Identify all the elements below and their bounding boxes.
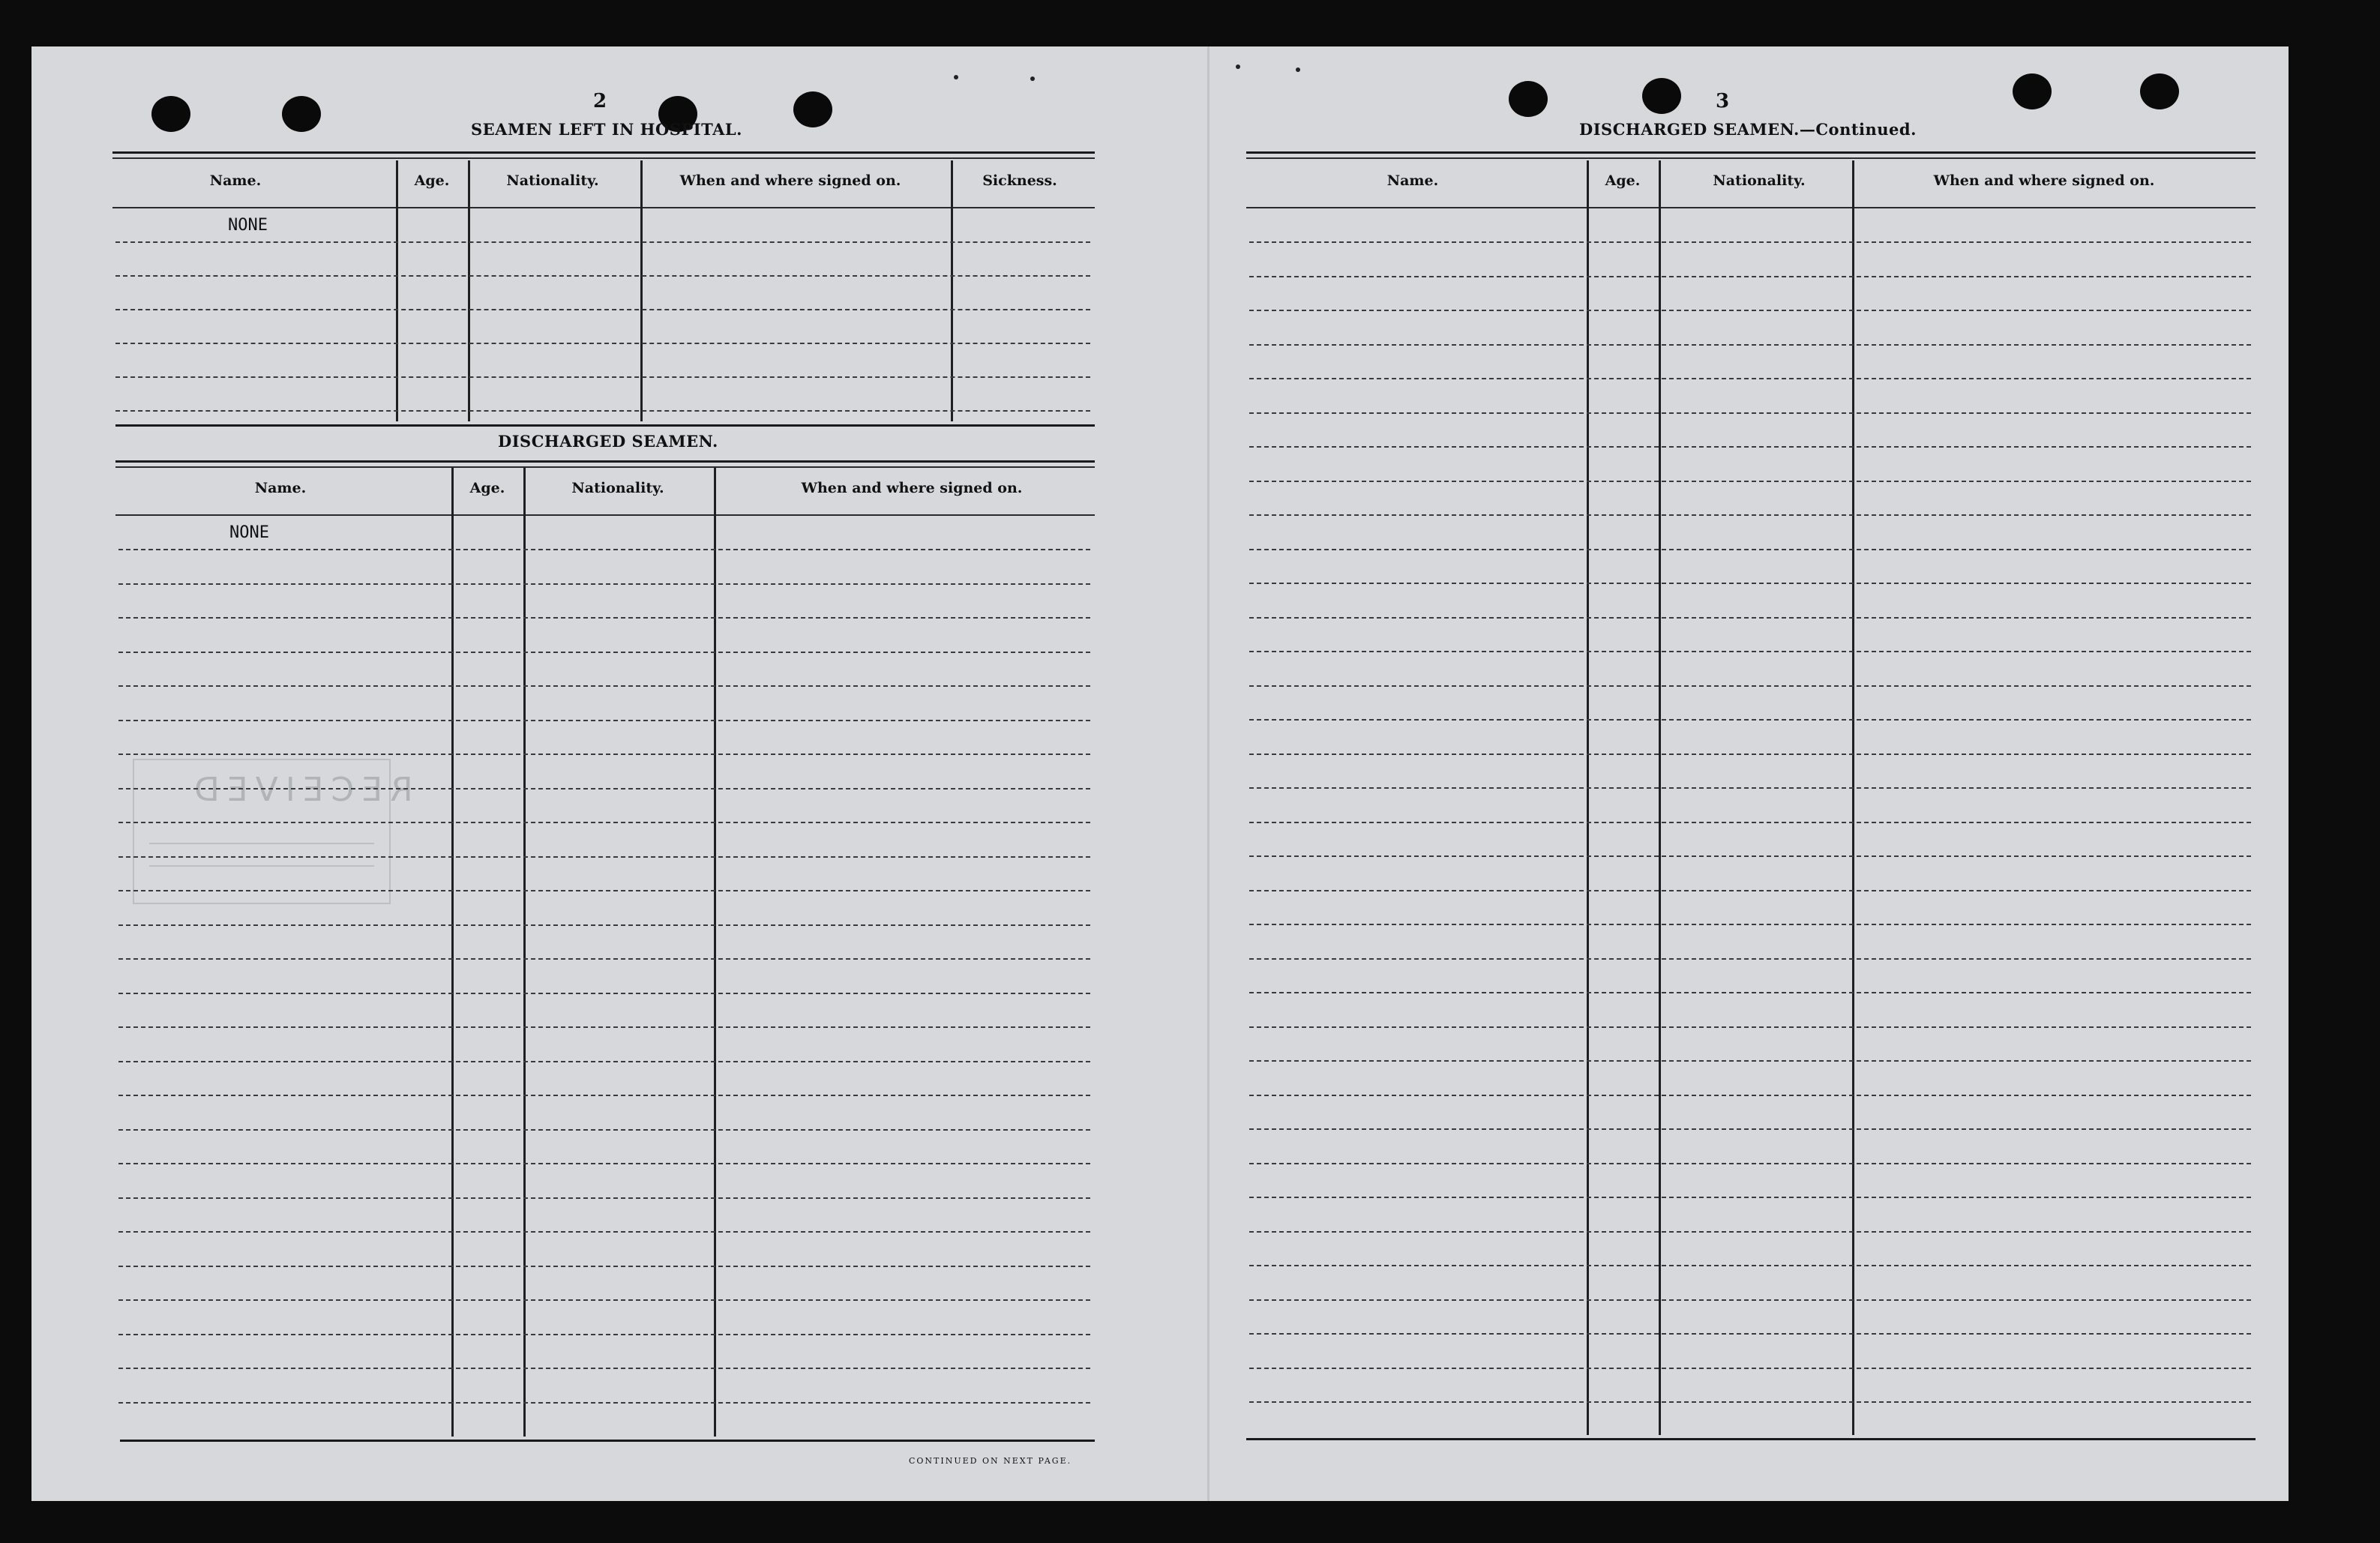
speck [1236,64,1240,69]
column-divider [1587,160,1589,1435]
dotted-row [115,275,1090,277]
rule [112,157,1095,159]
punch-hole [1509,81,1548,117]
dotted-row [118,685,1090,687]
dotted-row [118,1299,1090,1301]
punch-hole [793,91,832,127]
dotted-row [115,376,1090,378]
dotted-row [118,788,1090,789]
dotted-row [115,309,1090,310]
dotted-row [118,1402,1090,1404]
dotted-row [1249,412,2251,414]
dotted-row [118,1231,1090,1233]
hospital-entry-name: NONE [228,216,268,235]
rule [115,460,1095,463]
punch-hole [2140,73,2179,109]
column-divider [396,160,398,421]
dotted-row [118,890,1090,891]
punch-hole [151,96,190,132]
right-section-title: DISCHARGED SEAMEN.—Continued. [1579,120,1917,139]
dotted-row [1249,1060,2251,1062]
dotted-row [115,241,1090,243]
dotted-row [1249,822,2251,823]
dotted-row [118,924,1090,926]
dotted-row [1249,1163,2251,1164]
dotted-row [1249,787,2251,789]
dotted-row [118,754,1090,755]
speck [954,75,958,79]
dotted-row [118,1061,1090,1062]
speck [1296,67,1300,72]
rule [1246,1438,2256,1440]
dotted-row [118,856,1090,858]
dotted-row [1249,481,2251,482]
dotted-row [1249,1401,2251,1403]
stamp-line [149,865,374,867]
dotted-row [1249,549,2251,550]
scanned-sheet [31,46,2289,1501]
dotted-row [118,1334,1090,1335]
right-col-nationality: Nationality. [1713,172,1806,189]
stamp-word: RECEIVED [187,771,413,809]
punch-hole [1642,78,1681,114]
dotted-row [1249,890,2251,891]
dotted-row [118,822,1090,823]
dotted-row [115,343,1090,344]
column-divider [640,160,643,421]
hospital-section-title: SEAMEN LEFT IN HOSPITAL. [471,120,742,139]
rule [1246,157,2256,159]
dotted-row [1249,992,2251,993]
dotted-row [1249,446,2251,448]
dotted-row [1249,583,2251,584]
stamp-line [149,843,374,844]
punch-hole [2013,73,2052,109]
dotted-row [1249,1231,2251,1233]
rule [115,514,1095,516]
speck [1030,76,1035,81]
dotted-row [1249,1026,2251,1028]
column-divider [714,468,716,1437]
column-divider [451,468,454,1437]
dotted-row [1249,1095,2251,1096]
received-stamp [133,759,413,904]
page-fold [1207,46,1209,1501]
dotted-row [1249,651,2251,652]
dotted-row [1249,1128,2251,1130]
left-page-number: 2 [593,90,607,112]
discharged-entry-name: NONE [229,523,269,542]
dotted-row [118,583,1090,585]
dotted-row [1249,276,2251,277]
dotted-row [1249,685,2251,687]
dotted-row [118,1266,1090,1267]
dotted-row [118,1163,1090,1164]
dotted-row [1249,310,2251,311]
hospital-col-sickness: Sickness. [982,172,1057,189]
rule [115,424,1095,427]
rule [112,151,1095,154]
dotted-row [118,993,1090,994]
hospital-col-signed-on: When and where signed on. [679,172,901,189]
punch-hole [282,96,321,132]
discharged-col-signed-on: When and where signed on. [801,480,1023,496]
right-page-number: 3 [1716,90,1730,112]
dotted-row [1249,514,2251,516]
dotted-row [1249,1197,2251,1198]
rule [1246,151,2256,154]
dotted-row [118,1026,1090,1028]
dotted-row [1249,241,2251,243]
dotted-row [118,617,1090,619]
dotted-row [1249,1368,2251,1369]
rule [115,466,1095,468]
dotted-row [1249,378,2251,379]
dotted-row [1249,344,2251,346]
dotted-row [1249,719,2251,721]
dotted-row [118,1095,1090,1096]
discharged-col-name: Name. [254,480,307,496]
right-col-name: Name. [1386,172,1439,189]
dotted-row [118,1197,1090,1199]
dotted-row [1249,1333,2251,1335]
dotted-row [118,1129,1090,1131]
dotted-row [1249,1265,2251,1266]
rule [1246,207,2256,208]
dotted-row [118,1368,1090,1369]
dotted-row [1249,1299,2251,1301]
discharged-col-age: Age. [469,480,505,496]
dotted-row [1249,617,2251,619]
rule [112,207,1095,208]
dotted-row [118,958,1090,960]
hospital-col-nationality: Nationality. [506,172,599,189]
column-divider [1852,160,1854,1435]
column-divider [1659,160,1661,1435]
hospital-col-name: Name. [209,172,262,189]
continued-footer: CONTINUED ON NEXT PAGE. [909,1456,1072,1466]
discharged-col-nationality: Nationality. [571,480,664,496]
right-col-signed-on: When and where signed on. [1933,172,2155,189]
dotted-row [115,410,1090,412]
column-divider [951,160,953,421]
hospital-col-age: Age. [414,172,450,189]
discharged-section-title: DISCHARGED SEAMEN. [498,432,718,451]
column-divider [523,468,526,1437]
dotted-row [118,652,1090,653]
rule [120,1440,1095,1442]
dotted-row [1249,855,2251,857]
dotted-row [118,549,1090,550]
dotted-row [1249,924,2251,925]
dotted-row [118,720,1090,721]
dotted-row [1249,958,2251,960]
right-col-age: Age. [1605,172,1641,189]
dotted-row [1249,754,2251,755]
column-divider [468,160,470,421]
